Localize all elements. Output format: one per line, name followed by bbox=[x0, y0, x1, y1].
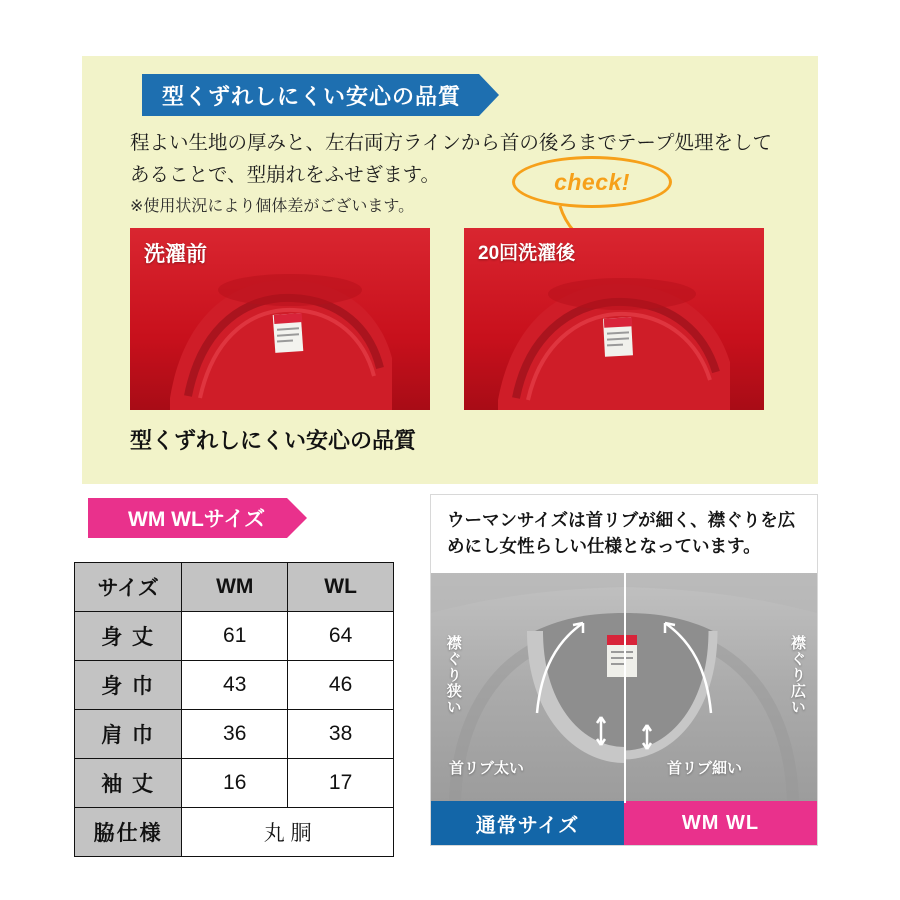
row-value-body-length-wm: 61 bbox=[182, 612, 288, 661]
neck-description: ウーマンサイズは首リブが細く、襟ぐりを広めにし女性らしい仕様となっています。 bbox=[447, 510, 796, 557]
table-row bbox=[75, 612, 394, 661]
table-row bbox=[75, 759, 394, 808]
size-table-header-wl: WL bbox=[288, 563, 394, 612]
table-row bbox=[75, 710, 394, 759]
photo-after-wash bbox=[464, 228, 764, 410]
quality-ribbon-title bbox=[142, 74, 479, 116]
tab-normal-size bbox=[431, 801, 624, 845]
row-value-body-length-wl: 64 bbox=[288, 612, 394, 661]
row-label-shoulder-width: 肩 巾 bbox=[75, 710, 182, 759]
quality-body-text: 程よい生地の厚みと、左右両方ラインから首の後ろまでテープ処理をしてあることで、型崩れをふせぎます。 bbox=[130, 132, 772, 186]
row-value-sleeve-length-wm: 16 bbox=[182, 759, 288, 808]
size-table bbox=[74, 562, 394, 857]
row-value-body-width-wm: 43 bbox=[182, 661, 288, 710]
row-value-sleeve-length-wl: 17 bbox=[288, 759, 394, 808]
table-row bbox=[75, 661, 394, 710]
photo-before-wash bbox=[130, 228, 430, 410]
photo-before-wash-label: 洗濯前 bbox=[144, 243, 207, 266]
label-rib-thick: 首リブ太い bbox=[449, 760, 525, 777]
comparison-divider bbox=[624, 573, 626, 803]
quality-section bbox=[82, 56, 818, 484]
row-value-body-width-wl: 46 bbox=[288, 661, 394, 710]
photo-after-wash-label: 20回洗濯後 bbox=[478, 243, 576, 264]
size-table-header-label: サイズ bbox=[75, 563, 182, 612]
quality-note-text: ※使用状況により個体差がございます。 bbox=[130, 198, 415, 215]
neck-comparison-photo bbox=[431, 573, 817, 803]
label-rib-thin: 首リブ細い bbox=[667, 760, 743, 777]
quality-caption: 型くずれしにくい安心の品質 bbox=[130, 428, 417, 453]
row-value-shoulder-width-wm: 36 bbox=[182, 710, 288, 759]
row-value-shoulder-width-wl: 38 bbox=[288, 710, 394, 759]
size-table-header-wm: WM bbox=[182, 563, 288, 612]
label-neck-opening-wide: 襟ぐり広い bbox=[789, 635, 806, 715]
check-bubble-label: check! bbox=[554, 168, 630, 195]
row-label-side-spec: 脇仕様 bbox=[75, 808, 182, 857]
size-ribbon-title bbox=[88, 498, 287, 538]
tab-normal-size-label: 通常サイズ bbox=[475, 814, 580, 837]
row-label-sleeve-length: 袖 丈 bbox=[75, 759, 182, 808]
tab-wm-wl-size-label: WM WL bbox=[681, 811, 760, 834]
label-neck-opening-narrow: 襟ぐり狭い bbox=[444, 635, 462, 715]
size-table-header-row bbox=[75, 563, 394, 612]
table-row-footer bbox=[75, 808, 394, 857]
row-label-body-length: 身 丈 bbox=[75, 612, 182, 661]
row-value-side-spec: 丸 胴 bbox=[182, 808, 394, 857]
tab-wm-wl-size bbox=[624, 801, 817, 845]
quality-ribbon-label: 型くずれしにくい安心の品質 bbox=[162, 83, 462, 109]
row-label-body-width: 身 巾 bbox=[75, 661, 182, 710]
neck-comparison-section bbox=[430, 494, 818, 846]
size-ribbon-label: WM WLサイズ bbox=[128, 508, 266, 531]
